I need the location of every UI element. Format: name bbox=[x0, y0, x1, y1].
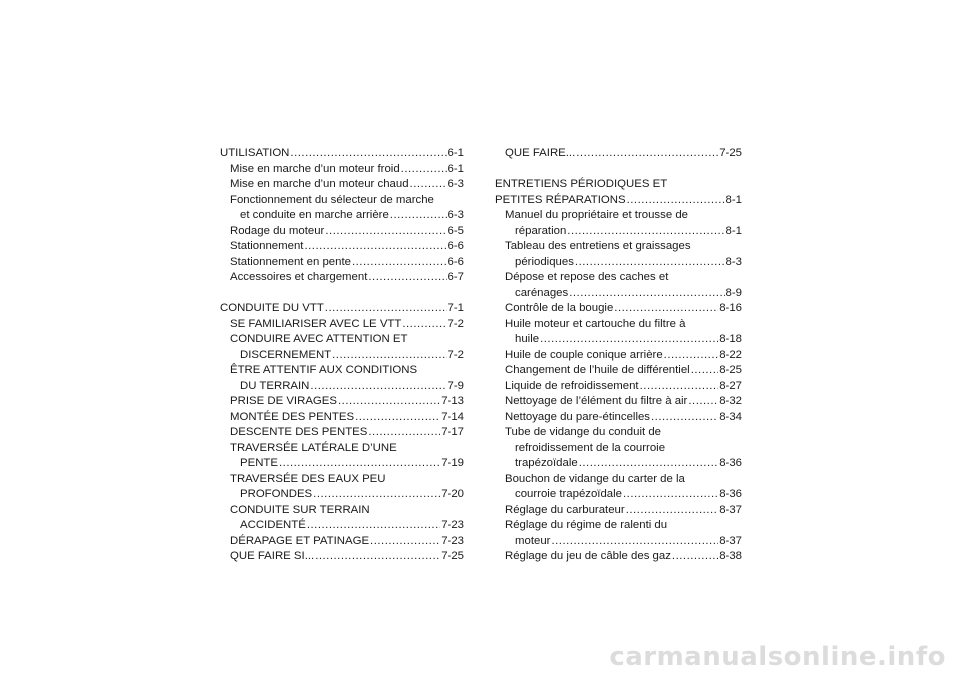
toc-entry[interactable] bbox=[495, 534, 742, 550]
toc-entry-title: Manuel du propriétaire et trousse de bbox=[505, 209, 688, 221]
toc-entry-title: Liquide de refroidissement bbox=[505, 379, 639, 392]
toc-entry-title: refroidissement de la courroie bbox=[515, 441, 666, 454]
toc-entry-title: DISCERNEMENT bbox=[240, 348, 332, 361]
toc-entry-title: Stationnement en pente bbox=[230, 255, 351, 268]
toc-entry-title: PRISE DE VIRAGES bbox=[230, 395, 337, 407]
toc-entry-title: DESCENTE DES PENTES bbox=[230, 426, 368, 438]
toc-entry[interactable] bbox=[220, 162, 464, 178]
toc-entry[interactable] bbox=[495, 472, 742, 488]
toc-dot-leader bbox=[576, 146, 718, 162]
toc-entry-page: 8-18 bbox=[719, 333, 742, 345]
toc-entry-title: Bouchon de vidange du carter de la bbox=[505, 472, 685, 485]
toc-entry-page: 6-3 bbox=[447, 178, 464, 190]
toc-entry[interactable] bbox=[495, 239, 742, 255]
toc-entry[interactable] bbox=[220, 379, 464, 395]
toc-entry[interactable] bbox=[495, 348, 742, 364]
toc-entry-page: 6-7 bbox=[447, 271, 464, 283]
toc-entry[interactable] bbox=[495, 193, 742, 209]
toc-left-column bbox=[220, 146, 464, 565]
toc-entry-title: Fonctionnement du sélecteur de marche bbox=[230, 193, 434, 206]
toc-entry[interactable] bbox=[495, 394, 742, 410]
toc-entry-title: Nettoyage de l’élément du filtre à air bbox=[505, 395, 688, 407]
toc-entry[interactable] bbox=[220, 425, 464, 441]
toc-dot-leader bbox=[540, 332, 718, 348]
toc-entry-title: Réglage du jeu de câble des gaz bbox=[505, 550, 671, 562]
toc-dot-leader bbox=[307, 518, 440, 534]
toc-dot-leader bbox=[352, 255, 447, 271]
toc-entry-title: QUE FAIRE SI... bbox=[230, 550, 315, 562]
toc-entry[interactable] bbox=[220, 224, 464, 240]
toc-entry[interactable] bbox=[220, 193, 464, 209]
toc-entry-title: Rodage du moteur bbox=[230, 224, 325, 237]
toc-dot-leader bbox=[410, 177, 447, 193]
toc-entry-title: MONTÉE DES PENTES bbox=[230, 410, 355, 423]
toc-entry-page: 7-23 bbox=[441, 534, 464, 547]
toc-entry[interactable] bbox=[220, 363, 464, 379]
toc-entry[interactable] bbox=[495, 270, 742, 286]
toc-entry-title: moteur bbox=[515, 534, 551, 547]
toc-entry[interactable] bbox=[220, 534, 464, 550]
toc-entry-page: 8-27 bbox=[719, 379, 742, 392]
toc-entry-page: 8-16 bbox=[719, 302, 742, 314]
toc-entry[interactable] bbox=[220, 549, 464, 565]
toc-entry-page: 6-6 bbox=[447, 240, 464, 252]
toc-entry[interactable] bbox=[220, 146, 464, 162]
toc-entry[interactable] bbox=[220, 503, 464, 519]
toc-entry[interactable] bbox=[220, 255, 464, 271]
toc-entry-page: 8-1 bbox=[725, 224, 742, 237]
toc-dot-leader bbox=[338, 394, 440, 410]
toc-dot-leader bbox=[688, 394, 718, 410]
toc-dot-leader bbox=[401, 162, 447, 178]
toc-entry[interactable] bbox=[220, 332, 464, 348]
toc-entry[interactable] bbox=[495, 177, 742, 193]
toc-dot-leader bbox=[626, 503, 719, 519]
toc-entry-title: PETITES RÉPARATIONS bbox=[495, 193, 626, 206]
toc-entry-title: CONDUIRE AVEC ATTENTION ET bbox=[230, 333, 408, 345]
toc-entry-page: 8-25 bbox=[719, 364, 742, 376]
toc-entry[interactable] bbox=[220, 410, 464, 426]
toc-entry-title: ÊTRE ATTENTIF AUX CONDITIONS bbox=[230, 364, 418, 376]
toc-entry-title: DÉRAPAGE ET PATINAGE bbox=[230, 534, 370, 547]
toc-entry[interactable] bbox=[495, 425, 742, 441]
toc-entry-page: 7-2 bbox=[447, 317, 464, 330]
toc-entry[interactable] bbox=[220, 487, 464, 503]
toc-entry-title: ENTRETIENS PÉRIODIQUES ET bbox=[495, 178, 668, 190]
toc-entry-title: ACCIDENTÉ bbox=[240, 519, 306, 531]
toc-entry-title: réparation bbox=[515, 224, 567, 237]
toc-dot-leader bbox=[575, 255, 725, 271]
toc-entry-title: Réglage du régime de ralenti du bbox=[505, 519, 668, 531]
toc-dot-leader bbox=[551, 534, 718, 550]
toc-entry-title: Nettoyage du pare-étincelles bbox=[505, 410, 651, 423]
toc-dot-leader bbox=[325, 224, 446, 240]
toc-entry-page: 7-13 bbox=[441, 395, 464, 407]
toc-entry-page: 6-5 bbox=[447, 224, 464, 237]
toc-entry[interactable] bbox=[220, 208, 464, 224]
toc-entry[interactable] bbox=[220, 394, 464, 410]
toc-entry-page: 7-14 bbox=[441, 410, 464, 423]
toc-entry-page: 7-2 bbox=[447, 348, 464, 361]
toc-entry-title: TRAVERSÉE DES EAUX PEU bbox=[230, 472, 386, 485]
toc-dot-leader bbox=[332, 348, 446, 364]
toc-entry[interactable] bbox=[495, 503, 742, 519]
toc-entry-title: huile bbox=[515, 333, 540, 345]
toc-entry-title: Changement de l’huile de différentiel bbox=[505, 364, 690, 376]
toc-dot-leader bbox=[623, 487, 718, 503]
toc-entry-title: Mise en marche d’un moteur chaud bbox=[230, 178, 409, 190]
toc-entry-title: Contrôle de la bougie bbox=[505, 302, 614, 314]
toc-dot-leader bbox=[368, 270, 446, 286]
toc-entry-title: SE FAMILIARISER AVEC LE VTT bbox=[230, 317, 402, 330]
toc-entry[interactable] bbox=[495, 224, 742, 240]
toc-dot-leader bbox=[651, 410, 718, 426]
toc-entry-title: Stationnement bbox=[230, 240, 304, 252]
toc-entry-page: 8-1 bbox=[725, 193, 742, 206]
toc-entry[interactable] bbox=[495, 317, 742, 333]
toc-dot-leader bbox=[614, 301, 718, 317]
toc-entry-page: 7-25 bbox=[719, 147, 742, 159]
toc-entry[interactable] bbox=[220, 239, 464, 255]
toc-entry-title: Accessoires et chargement bbox=[230, 271, 368, 283]
toc-entry-page: 7-9 bbox=[447, 379, 464, 392]
toc-dot-leader bbox=[569, 286, 724, 302]
toc-entry-title: et conduite en marche arrière bbox=[240, 209, 389, 221]
toc-entry-title: CONDUITE SUR TERRAIN bbox=[230, 503, 370, 516]
toc-entry[interactable] bbox=[220, 317, 464, 333]
toc-entry[interactable] bbox=[495, 549, 742, 565]
toc-entry-title: trapézoïdale bbox=[515, 457, 578, 469]
toc-entry[interactable] bbox=[495, 363, 742, 379]
toc-entry-title: périodiques bbox=[515, 255, 574, 268]
toc-dot-leader bbox=[579, 456, 718, 472]
toc-entry[interactable] bbox=[495, 518, 742, 534]
toc-entry-title: QUE FAIRE... bbox=[505, 147, 576, 159]
toc-dot-leader bbox=[691, 363, 718, 379]
toc-entry[interactable] bbox=[220, 518, 464, 534]
toc-right-column bbox=[495, 146, 742, 565]
toc-entry-page: 8-38 bbox=[719, 550, 742, 562]
toc-entry[interactable] bbox=[495, 286, 742, 302]
toc-entry-title: DU TERRAIN bbox=[240, 379, 310, 392]
toc-entry-page: 7-1 bbox=[447, 302, 464, 314]
toc-entry[interactable] bbox=[495, 255, 742, 271]
toc-entry[interactable] bbox=[495, 410, 742, 426]
toc-dot-leader bbox=[313, 487, 440, 503]
toc-entry-title: Tableau des entretiens et graissages bbox=[505, 240, 691, 252]
toc-entry-title: PENTE bbox=[240, 457, 278, 469]
toc-dot-leader bbox=[402, 317, 446, 333]
toc-entry[interactable] bbox=[495, 379, 742, 395]
toc-dot-leader bbox=[664, 348, 719, 364]
toc-spacer bbox=[220, 286, 464, 302]
toc-entry-page: 7-20 bbox=[441, 488, 464, 500]
toc-dot-leader bbox=[368, 425, 440, 441]
toc-entry-page: 8-36 bbox=[719, 457, 742, 469]
toc-dot-leader bbox=[567, 224, 724, 240]
toc-entry-page: 8-37 bbox=[719, 503, 742, 516]
toc-entry[interactable] bbox=[495, 487, 742, 503]
toc-entry-title: PROFONDES bbox=[240, 488, 313, 500]
toc-dot-leader bbox=[290, 146, 446, 162]
toc-spacer bbox=[495, 162, 742, 178]
toc-entry-title: courroie trapézoïdale bbox=[515, 488, 623, 500]
toc-entry-page: 7-19 bbox=[441, 457, 464, 469]
toc-entry-title: CONDUITE DU VTT bbox=[220, 302, 324, 314]
toc-entry[interactable] bbox=[220, 270, 464, 286]
toc-entry-title: TRAVERSÉE LATÉRALE D’UNE bbox=[230, 441, 397, 454]
toc-entry[interactable] bbox=[495, 301, 742, 317]
toc-entry[interactable] bbox=[495, 208, 742, 224]
toc-dot-leader bbox=[355, 410, 440, 426]
toc-entry-title: carénages bbox=[515, 286, 569, 299]
toc-entry-page: 7-25 bbox=[441, 550, 464, 562]
toc-dot-leader bbox=[279, 456, 440, 472]
toc-entry[interactable] bbox=[495, 332, 742, 348]
toc-entry-page: 6-1 bbox=[447, 162, 464, 175]
toc-entry-title: Mise en marche d’un moteur froid bbox=[230, 162, 400, 175]
toc-entry-page: 6-3 bbox=[447, 209, 464, 221]
toc-entry-page: 7-23 bbox=[441, 519, 464, 531]
toc-dot-leader bbox=[315, 549, 440, 565]
toc-entry-page: 8-34 bbox=[719, 410, 742, 423]
toc-entry-page: 7-17 bbox=[441, 426, 464, 438]
toc-entry[interactable] bbox=[220, 301, 464, 317]
toc-entry[interactable] bbox=[220, 348, 464, 364]
toc-entry[interactable] bbox=[495, 146, 742, 162]
toc-dot-leader bbox=[627, 193, 725, 209]
toc-entry-title: Huile de couple conique arrière bbox=[505, 348, 663, 361]
toc-entry-page: 8-32 bbox=[719, 395, 742, 407]
toc-entry-page: 8-36 bbox=[719, 488, 742, 500]
toc-entry-title: Huile moteur et cartouche du filtre à bbox=[505, 317, 686, 330]
toc-dot-leader bbox=[370, 534, 440, 550]
toc-entry[interactable] bbox=[220, 472, 464, 488]
toc-entry-title: Tube de vidange du conduit de bbox=[505, 426, 662, 438]
toc-entry-page: 8-3 bbox=[725, 255, 742, 268]
toc-dot-leader bbox=[640, 379, 719, 395]
toc-entry[interactable] bbox=[220, 441, 464, 457]
toc-entry-page: 8-9 bbox=[725, 286, 742, 299]
toc-entry-title: UTILISATION bbox=[220, 147, 290, 159]
toc-entry-page: 6-1 bbox=[447, 147, 464, 159]
toc-dot-leader bbox=[325, 301, 447, 317]
toc-entry-page: 8-22 bbox=[719, 348, 742, 361]
toc-dot-leader bbox=[310, 379, 446, 395]
toc-entry[interactable] bbox=[495, 456, 742, 472]
toc-entry-title: Réglage du carburateur bbox=[505, 503, 625, 516]
toc-entry[interactable] bbox=[220, 177, 464, 193]
watermark: carmanualsonline.info bbox=[609, 642, 946, 672]
toc-entry-page: 8-37 bbox=[719, 534, 742, 547]
toc-entry-title: Dépose et repose des caches et bbox=[505, 271, 669, 283]
toc-dot-leader bbox=[672, 549, 718, 565]
toc-dot-leader bbox=[390, 208, 447, 224]
toc-entry[interactable] bbox=[220, 456, 464, 472]
toc-entry-page: 6-6 bbox=[447, 255, 464, 268]
toc-dot-leader bbox=[304, 239, 446, 255]
toc-entry[interactable] bbox=[495, 441, 742, 457]
